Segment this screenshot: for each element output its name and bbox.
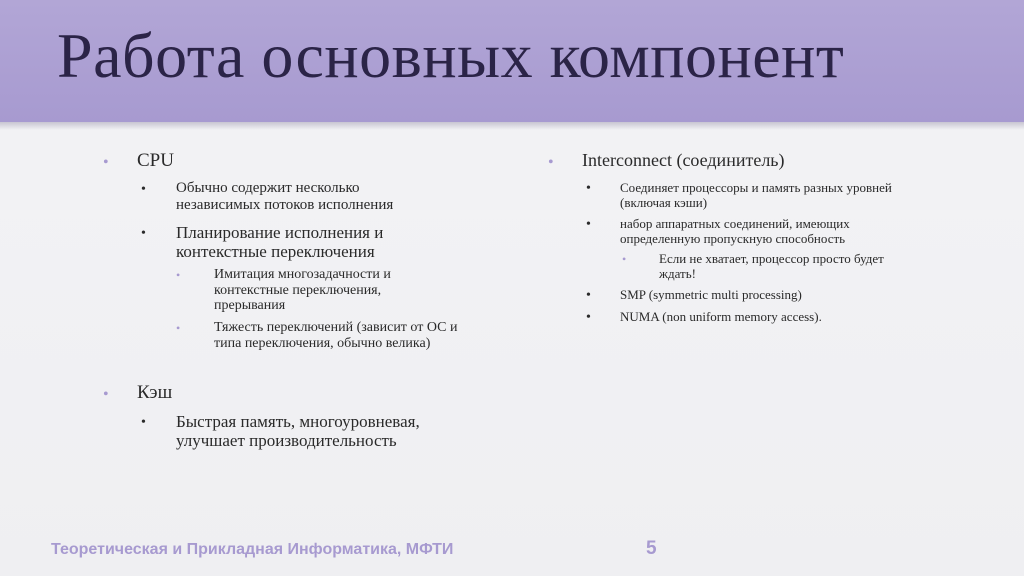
bullet-dot-icon: •: [548, 154, 554, 171]
bullet-interconnect-connects-text: Соединяет процессоры и память разных уровней (включая кэши): [620, 180, 892, 210]
bullet-cpu-switch-cost-text: Тяжесть переключений (зависит от ОС и типа переключения, обычно велика): [214, 320, 458, 351]
bullet-dot-icon: •: [141, 226, 146, 241]
bullet-dot-icon: •: [103, 154, 109, 171]
bullet-cpu-threads-text: Обычно содержит несколько независимых потоков исполнения: [176, 180, 394, 213]
page-number: 5: [646, 538, 657, 559]
bullet-dot-icon: •: [141, 182, 146, 197]
bullet-interconnect-label: Interconnect (соединитель): [582, 150, 785, 170]
bullet-cpu-label: CPU: [137, 150, 174, 171]
bullet-dot-icon: •: [176, 321, 181, 335]
bullet-dot-icon: •: [622, 252, 627, 266]
bullet-dot-icon: •: [586, 217, 591, 232]
footer-text: Теоретическая и Прикладная Информатика, МФТИ: [51, 541, 454, 558]
bullet-cache-label: Кэш: [137, 382, 173, 403]
bullet-cpu-scheduling-text: Планирование исполнения и контекстные переключения: [176, 223, 384, 262]
bullet-dot-icon: •: [103, 386, 109, 403]
bullet-dot-icon: •: [586, 310, 591, 325]
bullet-interconnect-wait-text: Если не хватает, процессор просто будет ждать!: [659, 251, 884, 281]
bullet-dot-icon: •: [586, 288, 591, 303]
bullet-numa-text: NUMA (non uniform memory access).: [620, 309, 822, 324]
title-band-shadow: [0, 122, 1024, 130]
bullet-cpu-multitasking-text: Имитация многозадачности и контекстные переключения, прерывания: [214, 267, 391, 314]
bullet-cache-fast-text: Быстрая память, многоуровневая, улучшает производительность: [176, 412, 420, 451]
bullet-dot-icon: •: [586, 181, 591, 196]
slide-title: Работа основных компонент: [57, 20, 845, 91]
bullet-smp-text: SMP (symmetric multi processing): [620, 287, 802, 302]
bullet-dot-icon: •: [176, 268, 181, 282]
bullet-dot-icon: •: [141, 415, 146, 430]
bullet-interconnect-hardware-text: набор аппаратных соединений, имеющих определенную пропускную способность: [620, 216, 850, 246]
